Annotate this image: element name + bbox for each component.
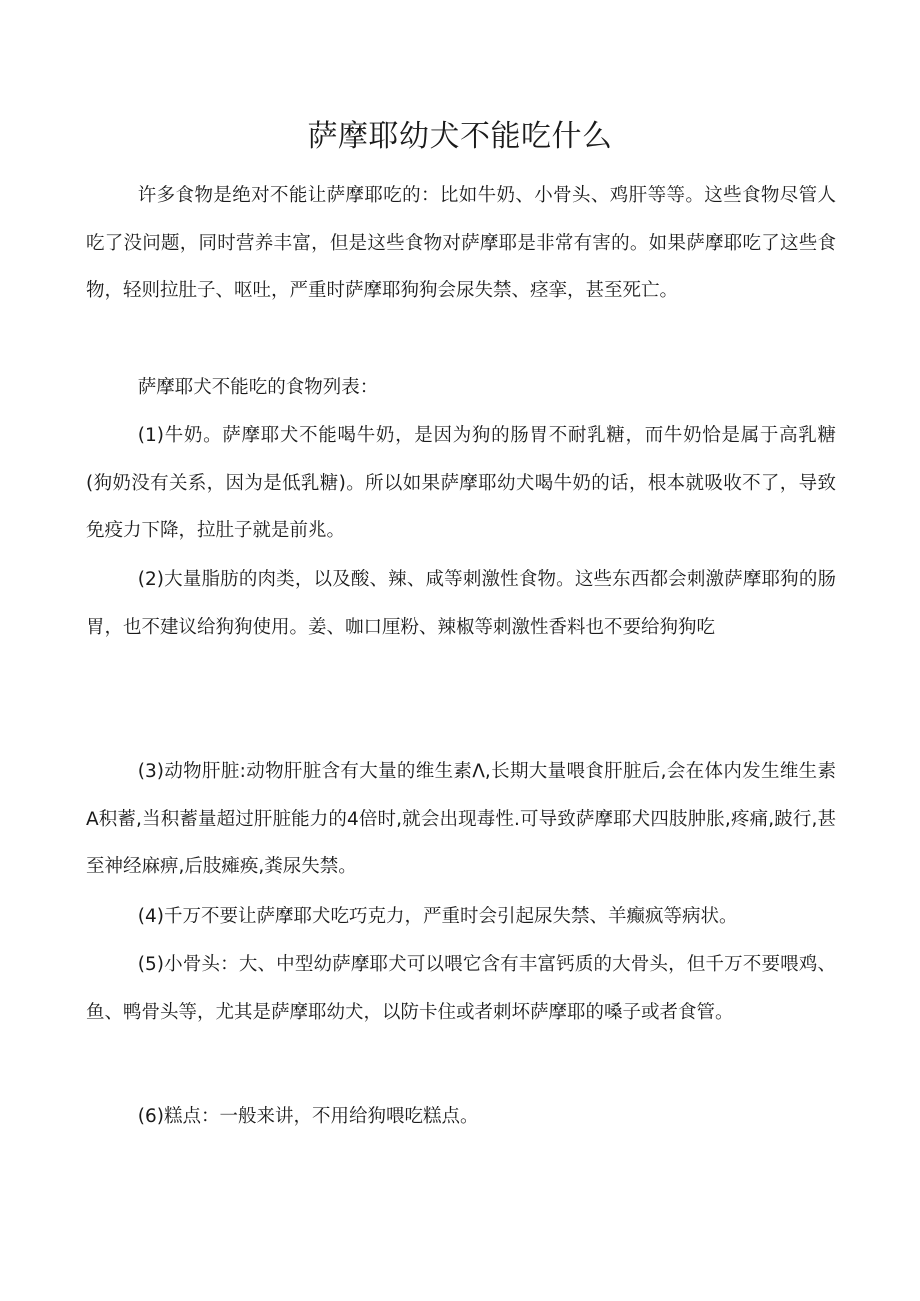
list-item-fatty-meat: (2)大量脂肪的肉类，以及酸、辣、咸等刺激性食物。这些东西都会刺激萨摩耶狗的肠胃，也不建议给狗狗使用。姜、咖口厘粉、辣椒等刺激性香料也不要给狗狗吃 bbox=[86, 569, 836, 638]
list-item-animal-liver: (3)动物肝脏:动物肝脏含有大量的维生素Λ,长期大量喂食肝脏后,会在体内发生维生素A积蓄,当积蓄量超过肝脏能力的4倍时,就会出现毒性.可导致萨摩耶犬四肢肿胀,疼痛,跛行,甚至神经麻痹,后肢瘫痪,粪尿失禁。 bbox=[86, 761, 836, 877]
list-item-milk: (1)牛奶。萨摩耶犬不能喝牛奶，是因为狗的肠胃不耐乳糖，而牛奶恰是属于高乳糖(狗奶没有关系，因为是低乳糖)。所以如果萨摩耶幼犬喝牛奶的话，根本就吸收不了，导致免疫力下降，拉肚子就是前兆。 bbox=[86, 425, 836, 541]
document-title: 萨摩耶幼犬不能吃什么 bbox=[307, 119, 613, 154]
list-item-small-bones: (5)小骨头：大、中型幼萨摩耶犬可以喂它含有丰富钙质的大骨头，但千万不要喂鸡、鱼、鸭骨头等，尤其是萨摩耶幼犬，以防卡住或者刺坏萨摩耶的嗓子或者食管。 bbox=[86, 954, 836, 1023]
list-heading: 萨摩耶犬不能吃的食物列表： bbox=[137, 377, 379, 398]
list-item-chocolate: (4)千万不要让萨摩耶犬吃巧克力，严重时会引起尿失禁、羊癫疯等病状。 bbox=[137, 906, 738, 927]
list-item-pastries: (6)糕点：一般来讲，不用给狗喂吃糕点。 bbox=[137, 1106, 479, 1127]
intro-paragraph: 许多食物是绝对不能让萨摩耶吃的：比如牛奶、小骨头、鸡肝等等。这些食物尽管人吃了没问题，同时营养丰富，但是这些食物对萨摩耶是非常有害的。如果萨摩耶吃了这些食物，轻则拉肚子、呕吐，严重时萨摩耶狗狗会尿失禁、痉挛，甚至死亡。 bbox=[86, 185, 836, 301]
